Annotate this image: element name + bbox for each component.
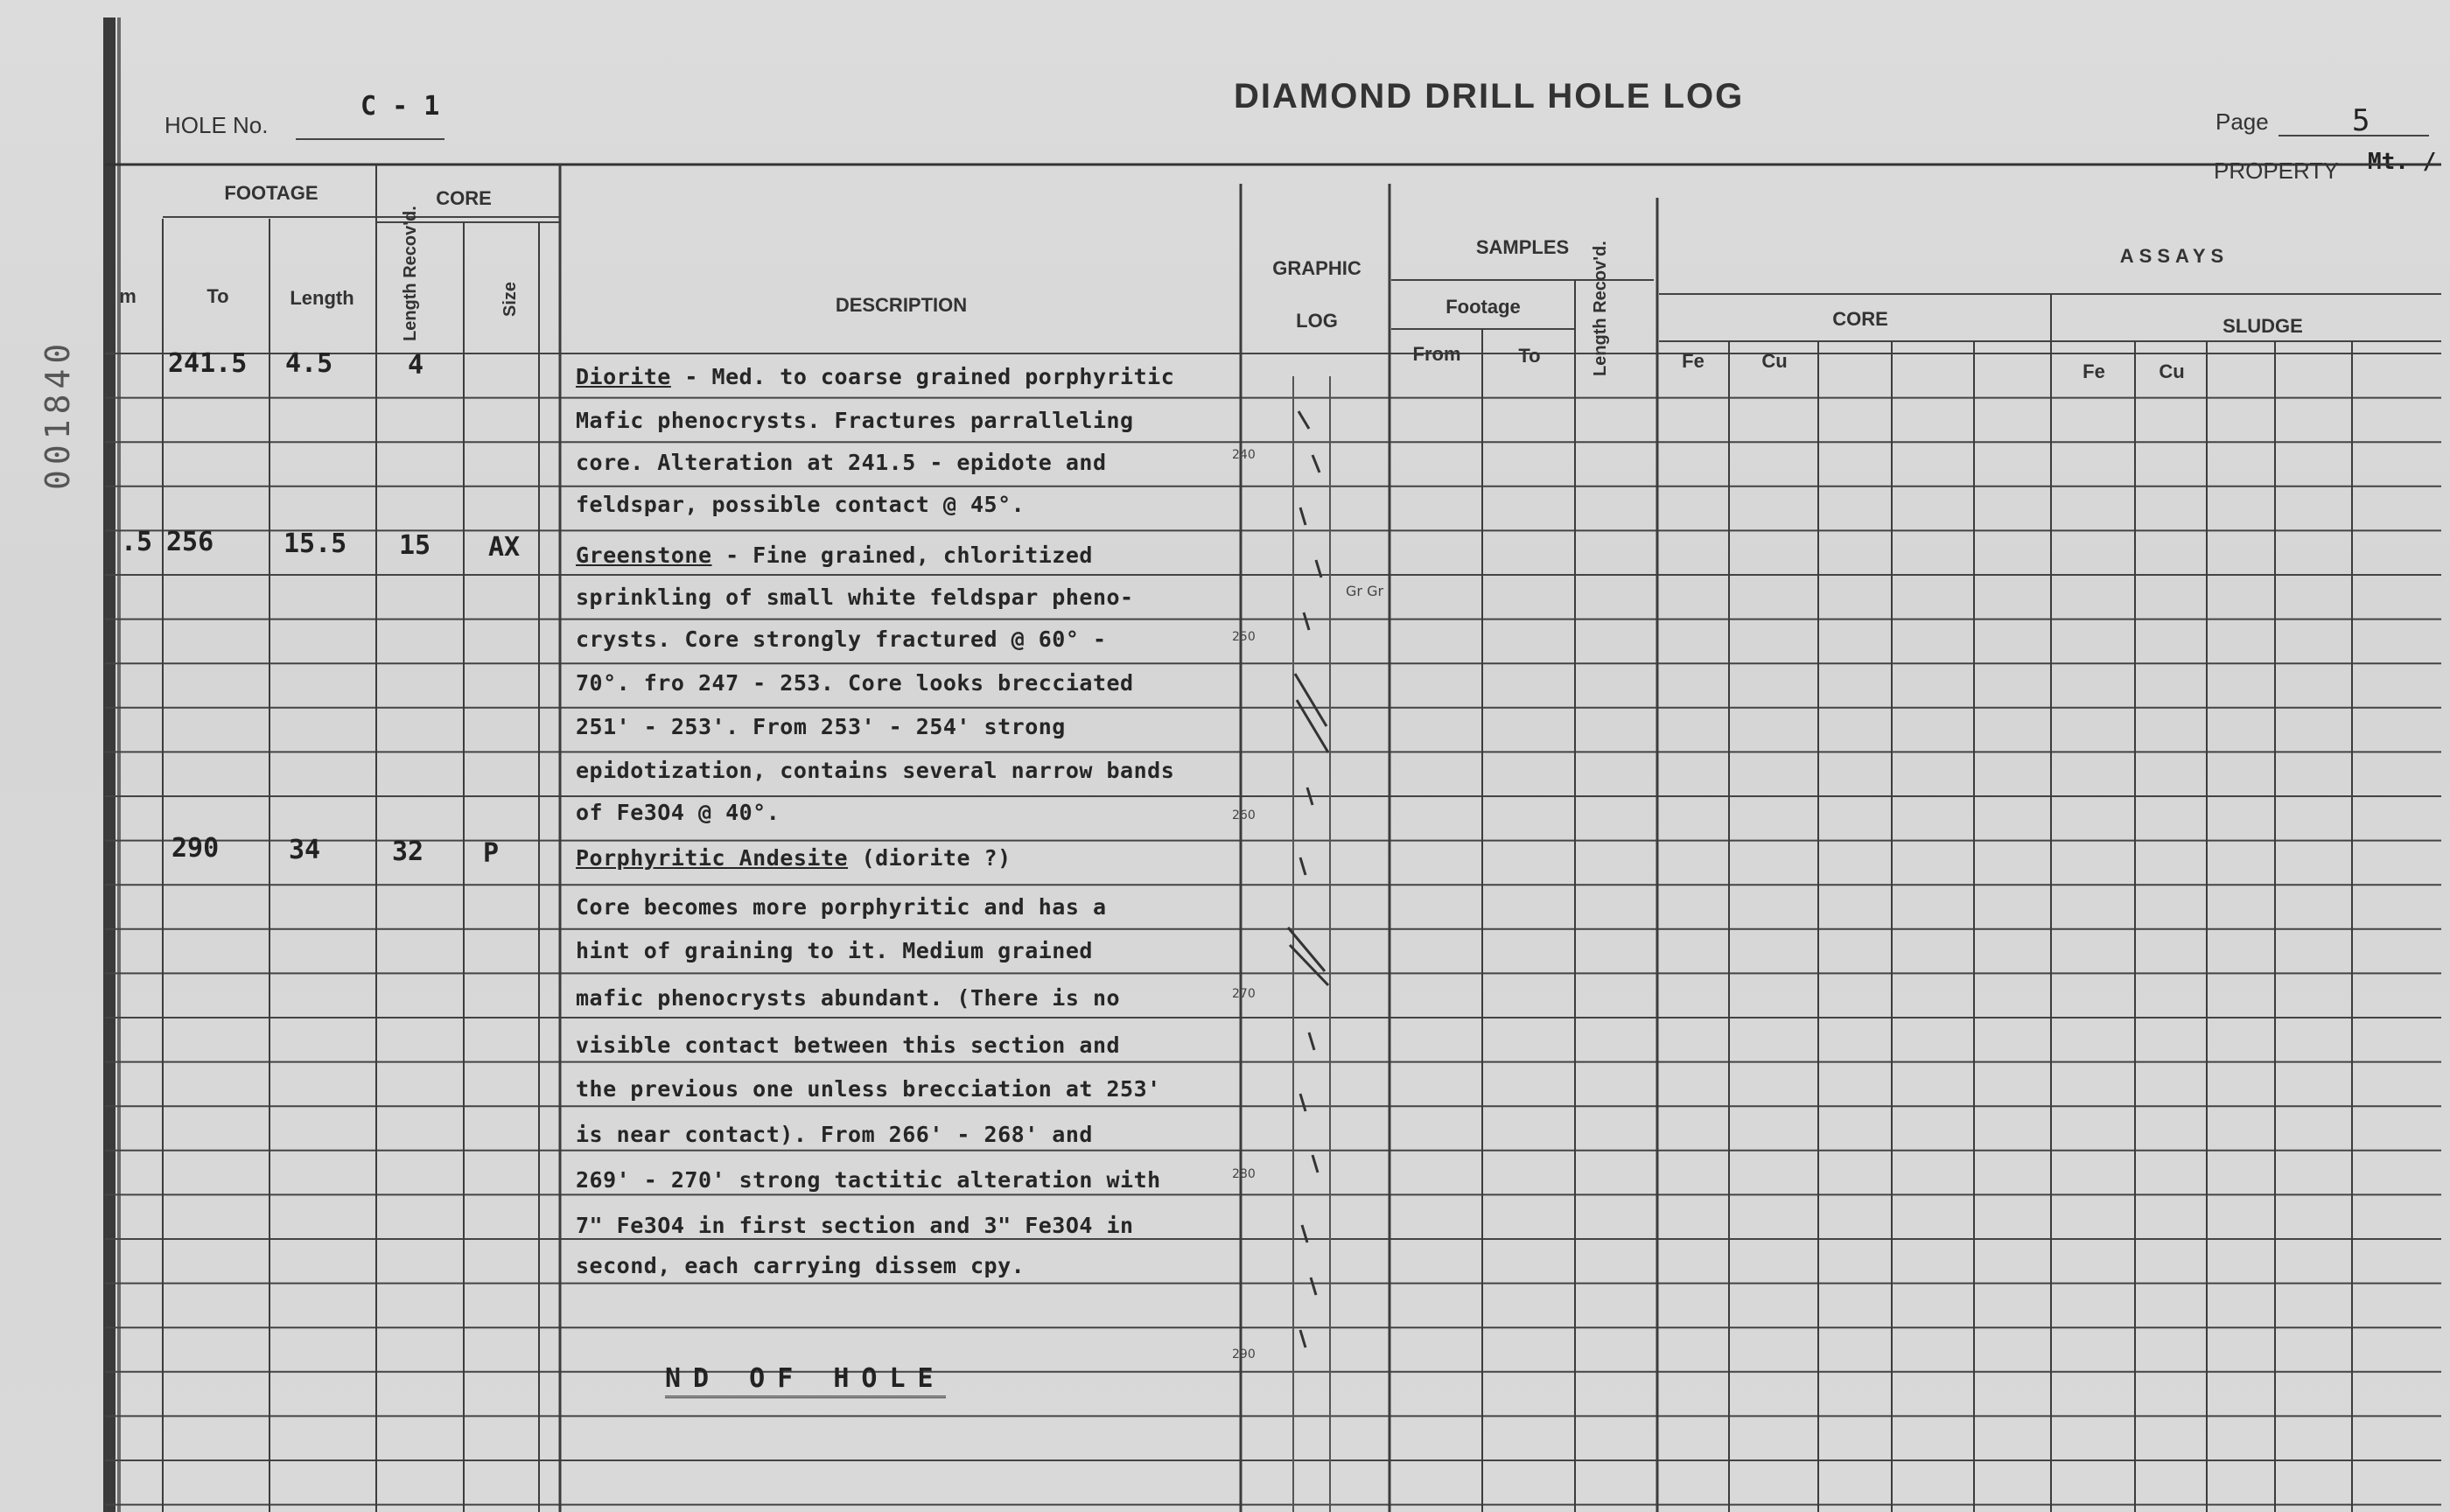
desc-line: feldspar, possible contact @ 45°. (576, 492, 1026, 517)
graphic-fracture-mark (1300, 858, 1306, 875)
recovd-heading: Length Recov'd. (401, 206, 420, 341)
assays-heading: ASSAYS (2119, 245, 2230, 267)
graphic-fracture-mark (1304, 612, 1309, 630)
graphic-fracture-mark (1309, 1032, 1314, 1050)
entry1-recovd: 4 (408, 350, 424, 381)
graphic-heading: GRAPHIC (1272, 257, 1362, 279)
depth-tick: 250 (1232, 630, 1256, 644)
desc-line (576, 542, 1093, 568)
desc-line (576, 845, 1012, 871)
desc-text: - Med. to coarse grained porphyritic (670, 364, 1175, 389)
entry1-to: 241.5 (168, 348, 248, 379)
core-heading: CORE (436, 187, 492, 209)
desc-line: core. Alteration at 241.5 - epidote and (576, 450, 1107, 475)
desc-line: second, each carrying dissem cpy. (576, 1253, 1026, 1278)
entry2-from: .5 (121, 527, 153, 557)
hole-label: HOLE No. (164, 112, 269, 138)
page-label: Page (2216, 108, 2269, 135)
property-label: PROPERTY (2214, 158, 2339, 184)
log-heading: LOG (1296, 310, 1338, 332)
entry3-to: 290 (172, 833, 220, 864)
size-heading: Size (500, 281, 520, 318)
desc-line: of Fe3O4 @ 40°. (576, 800, 780, 825)
desc-line: hint of graining to it. Medium grained (576, 938, 1093, 963)
entry2-to: 256 (166, 527, 214, 557)
desc-line: mafic phenocrysts abundant. (There is no (576, 985, 1121, 1011)
depth-tick: 280 (1232, 1167, 1256, 1181)
description-heading: DESCRIPTION (835, 294, 968, 316)
desc-line: crysts. Core strongly fractured @ 60° - (576, 626, 1107, 652)
entry3-size: P (483, 838, 500, 869)
desc-line: visible contact between this section and (576, 1032, 1121, 1058)
desc-line: Core becomes more porphyritic and has a (576, 894, 1107, 920)
entry2-length: 15.5 (284, 528, 347, 559)
desc-line: the previous one unless brecciation at 253' (576, 1076, 1161, 1102)
graphic-fracture-mark (1311, 1278, 1316, 1295)
samples-from-heading: From (1412, 343, 1461, 365)
length-heading: Length (290, 287, 354, 309)
graphic-fracture-mark (1312, 1155, 1318, 1172)
desc-line: sprinkling of small white feldspar pheno- (576, 584, 1134, 610)
desc-line: Mafic phenocrysts. Fractures parralleling (576, 408, 1134, 433)
desc-line: 269' - 270' strong tactitic alteration with (576, 1167, 1161, 1193)
graphic-fracture-mark (1300, 1330, 1306, 1348)
to-heading: To (206, 285, 229, 307)
desc-line: 251' - 253'. From 253' - 254' strong (576, 714, 1066, 739)
core-cu-heading: Cu (1761, 350, 1788, 372)
desc-line: epidotization, contains several narrow bands (576, 758, 1175, 783)
graphic-fracture-mark (1300, 508, 1306, 525)
from-heading: m (119, 285, 136, 307)
desc-line: is near contact). From 266' - 268' and (576, 1122, 1093, 1147)
desc-text: (diorite ?) (848, 845, 1012, 871)
samples-to-heading: To (1518, 345, 1541, 367)
depth-tick: 270 (1232, 987, 1256, 1001)
entry2-recovd: 15 (399, 530, 431, 561)
assays-sludge-heading: SLUDGE (2222, 315, 2303, 337)
depth-tick: 260 (1232, 808, 1256, 822)
desc-line: 7" Fe3O4 in first section and 3" Fe3O4 in (576, 1213, 1134, 1238)
desc-line: 70°. fro 247 - 253. Core looks brecciated (576, 670, 1134, 696)
assays-core-heading: CORE (1832, 308, 1888, 330)
depth-tick: 290 (1232, 1348, 1256, 1362)
desc-line (576, 364, 1174, 389)
hole-number: C - 1 (360, 91, 440, 122)
desc-rock-name: Diorite (576, 364, 671, 389)
desc-rock-name: Porphyritic Andesite (576, 845, 849, 871)
graphic-fracture-mark (1312, 455, 1320, 472)
property-value: Mt. / (2368, 149, 2437, 175)
sludge-fe-heading: Fe (2082, 360, 2105, 382)
entry1-length: 4.5 (285, 348, 333, 379)
sludge-cu-heading: Cu (2159, 360, 2185, 382)
core-fe-heading: Fe (1682, 350, 1704, 372)
graphic-fracture-mark (1298, 411, 1309, 429)
graphic-note: Gr Gr (1346, 583, 1384, 599)
footage-heading: FOOTAGE (224, 182, 318, 204)
graphic-fracture-mark (1300, 1094, 1306, 1111)
entry3-recovd: 32 (392, 836, 424, 867)
page-number: 5 (2352, 103, 2370, 138)
samples-footage-heading: Footage (1446, 296, 1521, 318)
samples-heading: SAMPLES (1475, 236, 1570, 258)
log-title: DIAMOND DRILL HOLE LOG (1234, 77, 1745, 116)
desc-rock-name: Greenstone (576, 542, 712, 568)
graphic-fracture-mark (1295, 674, 1326, 726)
samples-length-heading: Length Recov'd. (1591, 241, 1610, 376)
end-of-hole: ND OF HOLE (665, 1363, 946, 1398)
entry3-length: 34 (289, 835, 321, 865)
archive-stamp: 001840 (38, 338, 77, 490)
depth-tick: 240 (1232, 448, 1256, 462)
desc-text: - Fine grained, chloritized (711, 542, 1093, 568)
entry2-size: AX (488, 532, 521, 563)
